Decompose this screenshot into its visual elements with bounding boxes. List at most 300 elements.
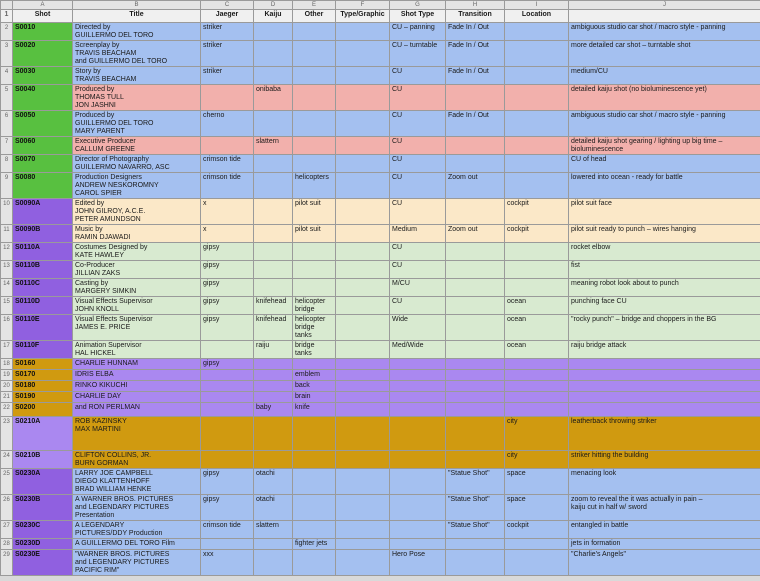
cell-other[interactable]: fighter jets <box>293 539 336 550</box>
cell-notes[interactable]: "rocky punch" – bridge and choppers in the BG <box>569 315 760 341</box>
cell-type-graphic[interactable] <box>336 392 390 403</box>
cell-transition[interactable]: Zoom out <box>446 173 505 199</box>
cell-jaeger[interactable] <box>201 381 254 392</box>
cell-shot[interactable]: S0230D <box>13 539 73 550</box>
cell-jaeger[interactable]: gipsy <box>201 315 254 341</box>
cell-title[interactable]: Screenplay by TRAVIS BEACHAM and GUILLERMO DEL TORO <box>73 41 201 67</box>
cell-shot[interactable]: S0030 <box>13 67 73 85</box>
cell-type-graphic[interactable] <box>336 173 390 199</box>
cell-notes[interactable]: fist <box>569 261 760 279</box>
cell-location[interactable] <box>505 243 569 261</box>
cell-location[interactable]: cockpit <box>505 199 569 225</box>
cell-other[interactable] <box>293 261 336 279</box>
cell-location[interactable] <box>505 111 569 137</box>
cell-transition[interactable]: "Statue Shot" <box>446 495 505 521</box>
cell-location[interactable] <box>505 137 569 155</box>
cell-notes[interactable] <box>569 381 760 392</box>
cell-transition[interactable]: Fade In / Out <box>446 111 505 137</box>
cell-jaeger[interactable]: x <box>201 199 254 225</box>
cell-title[interactable]: CHARLIE DAY <box>73 392 201 403</box>
row-number[interactable]: 22 <box>1 403 13 417</box>
cell-other[interactable] <box>293 137 336 155</box>
cell-other[interactable] <box>293 495 336 521</box>
cell-location[interactable] <box>505 155 569 173</box>
cell-shot-type[interactable]: CU – panning <box>390 23 446 41</box>
cell-kaiju[interactable]: otachi <box>254 469 293 495</box>
row-number[interactable]: 16 <box>1 315 13 341</box>
row-number[interactable]: 23 <box>1 417 13 451</box>
cell-type-graphic[interactable] <box>336 451 390 469</box>
cell-shot-type[interactable] <box>390 469 446 495</box>
cell-jaeger[interactable] <box>201 417 254 451</box>
cell-jaeger[interactable]: crimson tide <box>201 521 254 539</box>
cell-other[interactable]: emblem <box>293 370 336 381</box>
cell-shot[interactable]: S0230A <box>13 469 73 495</box>
cell-shot-type[interactable]: CU – turntable <box>390 41 446 67</box>
cell-other[interactable]: brain <box>293 392 336 403</box>
cell-shot-type[interactable]: CU <box>390 243 446 261</box>
cell-title[interactable]: Casting by MARGERY SIMKIN <box>73 279 201 297</box>
cell-jaeger[interactable]: gipsy <box>201 297 254 315</box>
cell-title[interactable]: CHARLIE HUNNAM <box>73 359 201 370</box>
cell-shot-type[interactable]: CU <box>390 297 446 315</box>
cell-transition[interactable] <box>446 539 505 550</box>
cell-other[interactable]: pilot suit <box>293 199 336 225</box>
cell-other[interactable] <box>293 417 336 451</box>
cell-shot[interactable]: S0060 <box>13 137 73 155</box>
cell-notes[interactable]: meaning robot look about to punch <box>569 279 760 297</box>
cell-shot-type[interactable]: CU <box>390 85 446 111</box>
row-number[interactable]: 7 <box>1 137 13 155</box>
cell-notes[interactable]: medium/CU <box>569 67 760 85</box>
cell-other[interactable] <box>293 85 336 111</box>
cell-location[interactable] <box>505 85 569 111</box>
cell-shot-type[interactable] <box>390 370 446 381</box>
cell-jaeger[interactable]: gipsy <box>201 279 254 297</box>
cell-location[interactable]: space <box>505 495 569 521</box>
cell-kaiju[interactable] <box>254 370 293 381</box>
cell-type-graphic[interactable] <box>336 111 390 137</box>
cell-other[interactable]: back <box>293 381 336 392</box>
column-letter-b[interactable]: B <box>73 1 201 10</box>
cell-transition[interactable] <box>446 155 505 173</box>
cell-transition[interactable]: Fade In / Out <box>446 41 505 67</box>
cell-shot[interactable]: S0230E <box>13 550 73 576</box>
cell-shot-type[interactable]: CU <box>390 155 446 173</box>
cell-shot-type[interactable] <box>390 392 446 403</box>
cell-transition[interactable] <box>446 261 505 279</box>
cell-notes[interactable]: punching face CU <box>569 297 760 315</box>
cell-type-graphic[interactable] <box>336 469 390 495</box>
row-number[interactable]: 12 <box>1 243 13 261</box>
cell-type-graphic[interactable] <box>336 495 390 521</box>
cell-shot[interactable]: S0110D <box>13 297 73 315</box>
cell-kaiju[interactable]: onibaba <box>254 85 293 111</box>
cell-jaeger[interactable]: striker <box>201 67 254 85</box>
cell-other[interactable] <box>293 279 336 297</box>
cell-title[interactable]: "WARNER BROS. PICTURES and LEGENDARY PICTURES PACIFIC RIM" <box>73 550 201 576</box>
cell-jaeger[interactable]: crimson tide <box>201 155 254 173</box>
cell-other[interactable] <box>293 67 336 85</box>
column-letter-e[interactable]: E <box>293 1 336 10</box>
column-letter-c[interactable]: C <box>201 1 254 10</box>
cell-location[interactable] <box>505 41 569 67</box>
cell-shot[interactable]: S0160 <box>13 359 73 370</box>
cell-transition[interactable] <box>446 137 505 155</box>
cell-transition[interactable] <box>446 341 505 359</box>
cell-kaiju[interactable] <box>254 67 293 85</box>
cell-transition[interactable] <box>446 550 505 576</box>
cell-transition[interactable]: Zoom out <box>446 225 505 243</box>
cell-other[interactable]: helicopter bridge tanks <box>293 315 336 341</box>
cell-shot[interactable]: S0070 <box>13 155 73 173</box>
row-number[interactable]: 25 <box>1 469 13 495</box>
cell-kaiju[interactable]: knifehead <box>254 297 293 315</box>
cell-shot[interactable]: S0110A <box>13 243 73 261</box>
cell-shot[interactable]: S0230C <box>13 521 73 539</box>
cell-jaeger[interactable]: xxx <box>201 550 254 576</box>
cell-other[interactable] <box>293 359 336 370</box>
cell-location[interactable] <box>505 23 569 41</box>
cell-notes[interactable]: jets in formation <box>569 539 760 550</box>
cell-location[interactable]: ocean <box>505 297 569 315</box>
cell-type-graphic[interactable] <box>336 137 390 155</box>
cell-jaeger[interactable] <box>201 370 254 381</box>
cell-type-graphic[interactable] <box>336 370 390 381</box>
cell-shot-type[interactable] <box>390 417 446 451</box>
cell-other[interactable] <box>293 469 336 495</box>
cell-type-graphic[interactable] <box>336 261 390 279</box>
cell-type-graphic[interactable] <box>336 539 390 550</box>
cell-title[interactable]: Costumes Designed by KATE HAWLEY <box>73 243 201 261</box>
cell-transition[interactable]: "Statue Shot" <box>446 469 505 495</box>
cell-jaeger[interactable] <box>201 451 254 469</box>
row-number[interactable]: 4 <box>1 67 13 85</box>
cell-jaeger[interactable]: x <box>201 225 254 243</box>
cell-location[interactable] <box>505 550 569 576</box>
cell-kaiju[interactable] <box>254 392 293 403</box>
cell-title[interactable]: A LEGENDARY PICTURES/DDY Production <box>73 521 201 539</box>
cell-location[interactable] <box>505 381 569 392</box>
cell-location[interactable] <box>505 359 569 370</box>
cell-notes[interactable]: raiju bridge attack <box>569 341 760 359</box>
cell-kaiju[interactable] <box>254 173 293 199</box>
row-number[interactable]: 27 <box>1 521 13 539</box>
cell-transition[interactable] <box>446 451 505 469</box>
cell-notes[interactable] <box>569 370 760 381</box>
row-number[interactable]: 3 <box>1 41 13 67</box>
cell-jaeger[interactable]: striker <box>201 23 254 41</box>
cell-notes[interactable] <box>569 392 760 403</box>
cell-notes[interactable]: ambiguous studio car shot / macro style - panning <box>569 111 760 137</box>
cell-shot-type[interactable] <box>390 539 446 550</box>
cell-kaiju[interactable] <box>254 417 293 451</box>
cell-title[interactable]: Music by RAMIN DJAWADI <box>73 225 201 243</box>
cell-notes[interactable]: leatherback throwing striker <box>569 417 760 451</box>
cell-other[interactable]: bridge tanks <box>293 341 336 359</box>
cell-other[interactable] <box>293 155 336 173</box>
cell-location[interactable]: city <box>505 417 569 451</box>
cell-jaeger[interactable] <box>201 539 254 550</box>
cell-other[interactable] <box>293 243 336 261</box>
cell-transition[interactable] <box>446 315 505 341</box>
cell-transition[interactable] <box>446 199 505 225</box>
cell-title[interactable]: Visual Effects Supervisor JOHN KNOLL <box>73 297 201 315</box>
header-jaeger[interactable]: Jaeger <box>201 10 254 23</box>
cell-jaeger[interactable]: cherno <box>201 111 254 137</box>
cell-kaiju[interactable] <box>254 225 293 243</box>
cell-other[interactable] <box>293 550 336 576</box>
cell-shot[interactable]: S0190 <box>13 392 73 403</box>
cell-shot[interactable]: S0110B <box>13 261 73 279</box>
cell-shot-type[interactable]: CU <box>390 111 446 137</box>
cell-other[interactable] <box>293 41 336 67</box>
cell-title[interactable]: and RON PERLMAN <box>73 403 201 417</box>
cell-type-graphic[interactable] <box>336 315 390 341</box>
cell-other[interactable]: helicopter bridge <box>293 297 336 315</box>
row-number[interactable]: 29 <box>1 550 13 576</box>
cell-other[interactable]: knife <box>293 403 336 417</box>
cell-location[interactable]: cockpit <box>505 521 569 539</box>
cell-title[interactable]: Directed by GUILLERMO DEL TORO <box>73 23 201 41</box>
cell-notes[interactable]: more detailed car shot – turntable shot <box>569 41 760 67</box>
header-type-graphic[interactable]: Type/Graphic <box>336 10 390 23</box>
cell-shot-type[interactable] <box>390 495 446 521</box>
cell-other[interactable] <box>293 451 336 469</box>
cell-shot-type[interactable] <box>390 381 446 392</box>
cell-kaiju[interactable] <box>254 41 293 67</box>
row-number[interactable]: 13 <box>1 261 13 279</box>
cell-notes[interactable] <box>569 359 760 370</box>
cell-title[interactable]: A WARNER BROS. PICTURES and LEGENDARY PICTURES Presentation <box>73 495 201 521</box>
row-number[interactable]: 19 <box>1 370 13 381</box>
cell-kaiju[interactable]: raiju <box>254 341 293 359</box>
column-letter-f[interactable]: F <box>336 1 390 10</box>
cell-transition[interactable] <box>446 403 505 417</box>
cell-shot[interactable]: S0170 <box>13 370 73 381</box>
header-shot[interactable]: Shot <box>13 10 73 23</box>
cell-notes[interactable]: ambiguous studio car shot / macro style - panning <box>569 23 760 41</box>
cell-shot[interactable]: S0180 <box>13 381 73 392</box>
row-number[interactable]: 6 <box>1 111 13 137</box>
select-all-corner[interactable] <box>1 1 13 10</box>
cell-title[interactable]: LARRY JOE CAMPBELL DIEGO KLATTENHOFF BRAD WILLIAM HENKE <box>73 469 201 495</box>
cell-type-graphic[interactable] <box>336 550 390 576</box>
cell-shot-type[interactable] <box>390 403 446 417</box>
cell-notes[interactable]: zoom to reveal the it was actually in pain – kaiju cut in half w/ sword <box>569 495 760 521</box>
cell-kaiju[interactable] <box>254 111 293 137</box>
cell-title[interactable]: ROB KAZINSKY MAX MARTINI <box>73 417 201 451</box>
cell-shot-type[interactable] <box>390 521 446 539</box>
cell-shot[interactable]: S0050 <box>13 111 73 137</box>
cell-kaiju[interactable] <box>254 381 293 392</box>
cell-type-graphic[interactable] <box>336 225 390 243</box>
cell-jaeger[interactable] <box>201 85 254 111</box>
column-letter-g[interactable]: G <box>390 1 446 10</box>
column-letter-i[interactable]: I <box>505 1 569 10</box>
cell-type-graphic[interactable] <box>336 41 390 67</box>
cell-shot[interactable]: S0040 <box>13 85 73 111</box>
cell-jaeger[interactable]: crimson tide <box>201 173 254 199</box>
cell-shot-type[interactable]: M/CU <box>390 279 446 297</box>
cell-notes[interactable]: rocket elbow <box>569 243 760 261</box>
row-number[interactable]: 17 <box>1 341 13 359</box>
row-number[interactable]: 14 <box>1 279 13 297</box>
cell-type-graphic[interactable] <box>336 85 390 111</box>
row-number[interactable]: 21 <box>1 392 13 403</box>
cell-type-graphic[interactable] <box>336 521 390 539</box>
cell-kaiju[interactable]: slattern <box>254 137 293 155</box>
cell-transition[interactable]: Fade In / Out <box>446 67 505 85</box>
cell-location[interactable] <box>505 539 569 550</box>
cell-kaiju[interactable]: slattern <box>254 521 293 539</box>
cell-other[interactable] <box>293 521 336 539</box>
cell-kaiju[interactable] <box>254 279 293 297</box>
header-location[interactable]: Location <box>505 10 569 23</box>
cell-other[interactable] <box>293 111 336 137</box>
cell-jaeger[interactable]: gipsy <box>201 359 254 370</box>
cell-type-graphic[interactable] <box>336 199 390 225</box>
cell-type-graphic[interactable] <box>336 155 390 173</box>
cell-shot[interactable]: S0210A <box>13 417 73 451</box>
cell-title[interactable]: Production Designers ANDREW NESKOROMNY CAROL SPIER <box>73 173 201 199</box>
header-notes[interactable] <box>569 10 760 23</box>
cell-transition[interactable] <box>446 370 505 381</box>
cell-type-graphic[interactable] <box>336 23 390 41</box>
cell-transition[interactable] <box>446 297 505 315</box>
cell-shot-type[interactable]: CU <box>390 137 446 155</box>
cell-location[interactable]: ocean <box>505 315 569 341</box>
header-transition[interactable]: Transition <box>446 10 505 23</box>
cell-title[interactable]: Executive Producer CALLUM GREENE <box>73 137 201 155</box>
cell-notes[interactable]: entangled in battle <box>569 521 760 539</box>
cell-transition[interactable] <box>446 243 505 261</box>
cell-notes[interactable]: striker hitting the building <box>569 451 760 469</box>
cell-other[interactable] <box>293 23 336 41</box>
header-title[interactable]: Title <box>73 10 201 23</box>
cell-title[interactable]: Visual Effects Supervisor JAMES E. PRICE <box>73 315 201 341</box>
cell-type-graphic[interactable] <box>336 381 390 392</box>
cell-transition[interactable] <box>446 381 505 392</box>
cell-kaiju[interactable] <box>254 261 293 279</box>
cell-title[interactable]: A GUILLERMO DEL TORO Film <box>73 539 201 550</box>
row-number[interactable]: 10 <box>1 199 13 225</box>
row-number[interactable]: 20 <box>1 381 13 392</box>
cell-jaeger[interactable]: gipsy <box>201 495 254 521</box>
cell-notes[interactable]: lowered into ocean - ready for battle <box>569 173 760 199</box>
cell-transition[interactable] <box>446 279 505 297</box>
cell-jaeger[interactable]: gipsy <box>201 261 254 279</box>
cell-kaiju[interactable]: knifehead <box>254 315 293 341</box>
cell-notes[interactable]: menacing look <box>569 469 760 495</box>
cell-type-graphic[interactable] <box>336 341 390 359</box>
row-number[interactable]: 26 <box>1 495 13 521</box>
row-number[interactable]: 11 <box>1 225 13 243</box>
cell-shot-type[interactable]: CU <box>390 67 446 85</box>
cell-kaiju[interactable] <box>254 359 293 370</box>
cell-type-graphic[interactable] <box>336 67 390 85</box>
cell-location[interactable] <box>505 173 569 199</box>
cell-title[interactable]: Animation Supervisor HAL HICKEL <box>73 341 201 359</box>
cell-type-graphic[interactable] <box>336 279 390 297</box>
cell-shot-type[interactable]: Hero Pose <box>390 550 446 576</box>
cell-jaeger[interactable]: gipsy <box>201 243 254 261</box>
row-number[interactable]: 5 <box>1 85 13 111</box>
header-other[interactable]: Other <box>293 10 336 23</box>
cell-shot[interactable]: S0090A <box>13 199 73 225</box>
cell-transition[interactable]: "Statue Shot" <box>446 521 505 539</box>
row-number[interactable]: 28 <box>1 539 13 550</box>
cell-location[interactable]: cockpit <box>505 225 569 243</box>
row-number[interactable]: 9 <box>1 173 13 199</box>
cell-other[interactable]: helicopters <box>293 173 336 199</box>
cell-shot-type[interactable]: Medium <box>390 225 446 243</box>
row-number[interactable]: 8 <box>1 155 13 173</box>
cell-shot[interactable]: S0200 <box>13 403 73 417</box>
cell-shot[interactable]: S0020 <box>13 41 73 67</box>
cell-type-graphic[interactable] <box>336 417 390 451</box>
cell-shot-type[interactable]: Wide <box>390 315 446 341</box>
row-number[interactable]: 18 <box>1 359 13 370</box>
cell-jaeger[interactable] <box>201 403 254 417</box>
cell-kaiju[interactable]: baby <box>254 403 293 417</box>
cell-location[interactable] <box>505 403 569 417</box>
cell-kaiju[interactable]: otachi <box>254 495 293 521</box>
cell-jaeger[interactable]: striker <box>201 41 254 67</box>
column-letter-a[interactable]: A <box>13 1 73 10</box>
column-letter-h[interactable]: H <box>446 1 505 10</box>
cell-location[interactable]: city <box>505 451 569 469</box>
cell-jaeger[interactable]: gipsy <box>201 469 254 495</box>
cell-shot-type[interactable] <box>390 359 446 370</box>
cell-title[interactable]: IDRIS ELBA <box>73 370 201 381</box>
cell-title[interactable]: Director of Photography GUILLERMO NAVARRO, ASC <box>73 155 201 173</box>
cell-shot-type[interactable]: CU <box>390 261 446 279</box>
column-letter-j[interactable]: J <box>569 1 760 10</box>
cell-shot[interactable]: S0080 <box>13 173 73 199</box>
cell-notes[interactable]: detailed kaiju shot (no bioluminescence yet) <box>569 85 760 111</box>
cell-jaeger[interactable] <box>201 392 254 403</box>
cell-transition[interactable]: Fade In / Out <box>446 23 505 41</box>
cell-location[interactable]: space <box>505 469 569 495</box>
cell-shot-type[interactable]: Med/Wide <box>390 341 446 359</box>
cell-notes[interactable] <box>569 403 760 417</box>
cell-type-graphic[interactable] <box>336 359 390 370</box>
row-number[interactable]: 2 <box>1 23 13 41</box>
cell-type-graphic[interactable] <box>336 297 390 315</box>
cell-shot[interactable]: S0010 <box>13 23 73 41</box>
cell-location[interactable] <box>505 279 569 297</box>
cell-kaiju[interactable] <box>254 243 293 261</box>
cell-kaiju[interactable] <box>254 155 293 173</box>
cell-shot[interactable]: S0110E <box>13 315 73 341</box>
row-number[interactable]: 1 <box>1 10 13 23</box>
cell-shot[interactable]: S0210B <box>13 451 73 469</box>
header-kaiju[interactable]: Kaiju <box>254 10 293 23</box>
cell-transition[interactable] <box>446 392 505 403</box>
cell-title[interactable]: CLIFTON COLLINS, JR. BURN GORMAN <box>73 451 201 469</box>
cell-type-graphic[interactable] <box>336 243 390 261</box>
column-letter-d[interactable]: D <box>254 1 293 10</box>
row-number[interactable]: 24 <box>1 451 13 469</box>
cell-transition[interactable] <box>446 359 505 370</box>
cell-title[interactable]: Story by TRAVIS BEACHAM <box>73 67 201 85</box>
cell-location[interactable] <box>505 392 569 403</box>
cell-type-graphic[interactable] <box>336 403 390 417</box>
cell-kaiju[interactable] <box>254 539 293 550</box>
cell-title[interactable]: Produced by THOMAS TULL JON JASHNI <box>73 85 201 111</box>
cell-location[interactable] <box>505 370 569 381</box>
